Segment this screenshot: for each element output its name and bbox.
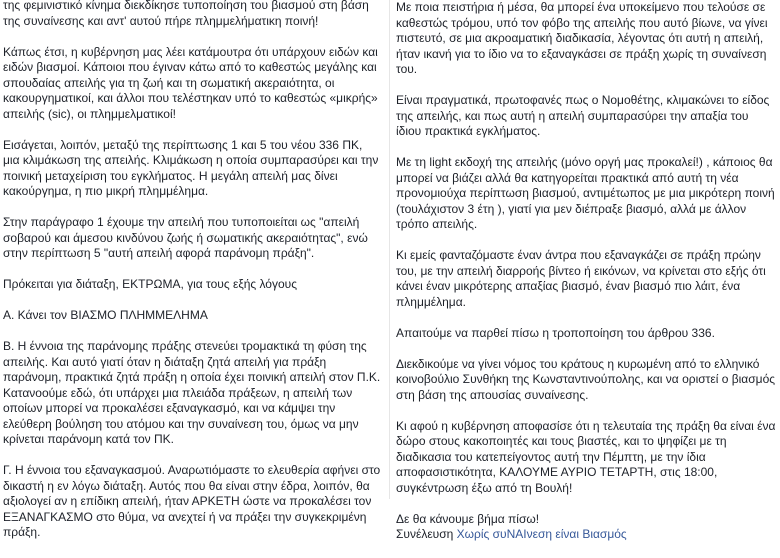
paragraph-rape-types: Κάπως έτσι, η κυβέρνηση μας λέει κατάμουτρα ότι υπάρχουν ειδών και ειδών βιασμοί. Κάποιοι που έγιναν κάτω από το καθεστώς μεγάλης και σπουδαίας απειλής για τη ζωή και τη σωματική ακεραιότητα, οι κακουργηματικοί, και άλλοι που τελέστηκαν υπό το καθεστώς «μικρής» απειλής (sic), οι πλημμελματικοί! (3, 44, 378, 121)
right-column (396, 0, 776, 558)
paragraph-demand-withdrawal: Απαιτούμε να παρθεί πίσω η τροποποίηση του άρθρου 336. (396, 325, 715, 340)
reason-a: Α. Κάνει τον ΒΙΑΣΜΟ ΠΛΗΜΜΕΛΗΜΑ (3, 308, 208, 322)
paragraph-light-threat: Με τη light εκδοχή της απειλής (μόνο οργή μας προκαλεί!) , κάποιος θα μπορεί να βιάζει αλλά θα κατηγορείται πρακτικά από αυτή τη νέα προνομιούχα περίπτωση βιασμού, αντιμέτωπος με μια μικρότερη ποινή (τουλάχιστον 3 έτη ), γιατί για μεν διέπραξε βιασμό, αλλά με άλλον τρόπο απειλής. (396, 155, 775, 231)
left-column (3, 0, 381, 556)
paragraph-article-cases: Στην παράγραφο 1 έχουμε την απειλή που τυποποιείται ως "απειλή σοβαρού και άμεσου κινδύνου ζωής ή σωματικής ακεραιότητας", ενώ στην περίπτωση 5 "αυτή απειλή αφορά παράνομη πράξη". (3, 215, 368, 260)
signature-block (396, 512, 776, 543)
paragraph-example: Κι εμείς φανταζόμαστε έναν άντρα που εξαναγκάζει σε πράξη πρώην του, με την απειλή διαρροής βίντεο ή εικόνων, να κρίνεται στο εξής ότι κάνει έναν μικρότερης απαξίας βιασμό, έναν βιασμό πιο λάιτ, ένα πλημμέλημα. (396, 248, 766, 309)
paragraph-istanbul-convention: Διεκδικούμε να γίνει νόμος του κράτους η κυρωμένη από το ελληνικό κοινοβούλιο Συνθήκη της Κωνσταντινούπολης, και να οριστεί ο βιασμός στη βάση της απουσίας συναίνεσης. (396, 356, 776, 402)
paragraph-reasons-intro: Πρόκειται για διάταξη, ΕΚΤΡΩΜΑ, για τους εξής λόγους (3, 277, 297, 291)
reason-b: Β. Η έννοια της παράνομης πράξης στενεύει τρομακτικά τη φύση της απειλής. Και αυτό γιατί όταν η διάταξη ζητά απειλή για πράξη παράνομη, πρακτικά ζητά πράξη η οποία έχει ποινική απειλή στον Π.Κ. Κατανοούμε εδώ, ότι υπάρχει μια πλειάδα πράξεων, η απειλή των οποίων μπορεί να προκαλέσει εξαναγκασμό, και να κάμψει την ελεύθερη βούληση του ατόμου και την συναίνεση του, όμως να μην κρίνεται παράνομη κατά τον ΠΚ. (3, 339, 381, 446)
closing-line: Δε θα κάνουμε βήμα πίσω! (396, 511, 540, 526)
column-divider (389, 0, 390, 499)
signature-prefix: Συνέλευση (396, 527, 457, 541)
paragraph-threat-escalation: Εισάγεται, λοιπόν, μεταξύ της περίπτωσης 1 και 5 του νέου 336 ΠΚ, μια κλιμάκωση της απειλής. Κλιμάκωση η οποία συμπαρασύρει και την ποινική μεταχείριση του εγκλήματος. Η μεγάλη απειλή μας δίνει κακούργημα, η πιο μικρή πλημμέλημα. (3, 137, 379, 198)
paragraph-unprecedented: Είναι πραγματικά, πρωτοφανές πως ο Νομοθέτης, κλιμακώνει το είδος της απειλής, και πως αυτή η απειλή συμπαρασύρει την απαξία του ίδιου πρακτικά εγκλήματος. (396, 93, 770, 138)
intro-paragraph: της φεμινιστικό κίνημα διεκδίκησε τυποποίηση του βιασμού στη βάση της συναίνεσης και αντ' αυτού πήρε πλημμελήματικη ποινή! (3, 0, 369, 28)
paragraph-evidence: Με ποια πειστήρια ή μέσα, θα μπορεί ένα υποκείμενο που τελούσε σε καθεστώς τρόμου, υπό τον φόβο της απειλής που αυτό βίωνε, να γίνει πιστευτό, σε μια ακροαματική διαδικασία, λέγοντας ότι αυτή η απειλή, ήταν ικανή για το ίδιο να το εξαναγκάσει σε πράξη χωρίς τη συναίνεση του. (396, 0, 768, 76)
paragraph-call-to-protest: Κι αφού η κυβέρνηση αποφασίσε ότι η τελευταία της πράξη θα είναι ένα δώρο στους κακοποιητές και τους βιαστές, και το ψηφίζει με τη διαδικασια του κατεπείγοντος αυτή την Πέμπτη, με την ίδια αποφασιστικότητα, ΚΑΛΟΥΜΕ ΑΥΡΙΟ ΤΕΤΑΡΤΗ, στις 18:00, συγκέντρωση έξω από τη Βουλή! (396, 418, 776, 495)
reason-c: Γ. Η έννοια του εξαναγκασμού. Αναρωτιόμαστε το ελευθερία αφήνει στο δικαστή η εν λόγω διάταξη. Αυτός που θα είναι στην έδρα, λοιπόν, θα αξιολογεί αν η επίδικη απειλή, ήταν ΑΡΚΕΤΗ ώστε να προκαλέσει τον ΕΞΑΝΑΓΚΑΣΜΟ στο θύμα, να ανεχτεί ή να πράξει την συγκεκριμένη πράξη. (3, 463, 381, 539)
assembly-link[interactable]: Χωρίς συΝΑΙνεση είναι Βιασμός (456, 527, 627, 541)
